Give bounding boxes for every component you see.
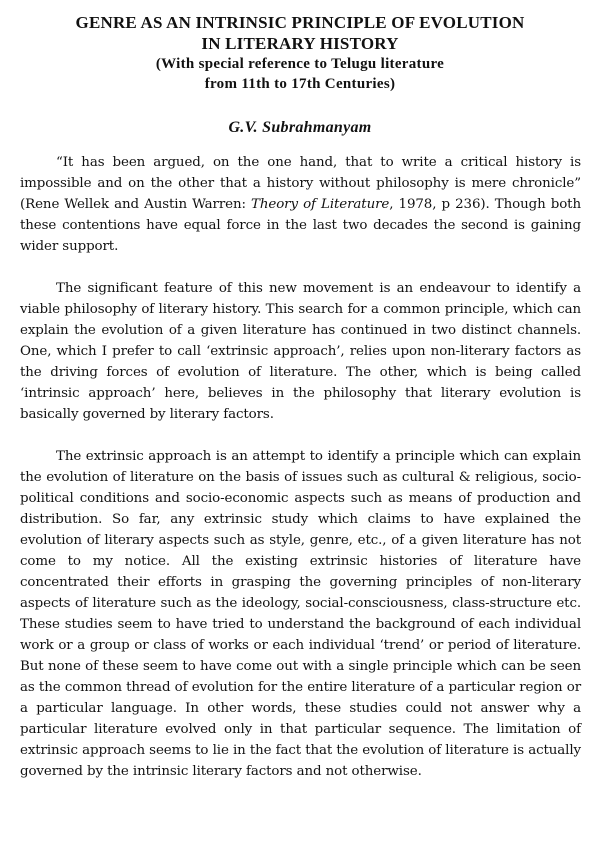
paragraph-2: The significant feature of this new movement is an endeavour to identify a viable philosophy of literary history. This search for a common principle, which can explain the evolution of a given literature has continued in two distinct channels. One, which I prefer to call ‘extrinsic approach’, relies upon non-literary factors as the driving forces of evolution of literature. The other, which is being called ‘intrinsic approach’ here, believes in the philosophy that literary evolution is basically governed by literary factors. xyxy=(20,281,581,422)
paragraph-1 xyxy=(20,152,581,257)
subtitle-line-1: (With special reference to Telugu literature xyxy=(155,56,445,72)
paragraph-3: The extrinsic approach is an attempt to identify a principle which can explain the evolution of literature on the basis of issues such as cultural & religious, socio-political conditions and socio-economic aspects such as means of production and distribution. So far, any extrinsic study which claims to have explained the evolution of literary aspects such as style, genre, etc., of a given literature has not come to my notice. All the existing extrinsic histories of literature have concentrated their efforts in grasping the governing principles of non-literary aspects of literature such as the ideology, social-consciousness, class-structure etc. These studies seem to have tried to understand the background of each individual work or a group or class of works or each individual ‘trend’ or period of literature. But none of these seem to have come out with a single principle which can be seen as the common thread of evolution for the entire literature of a particular region or a particular language. In other words, these studies could not answer why a particular literature evolved only in that particular sequence. The limitation of extrinsic approach seems to lie in the fact that the evolution of literature is actually governed by the intrinsic literary factors and not otherwise. xyxy=(20,449,581,779)
paragraph-1-text-before: “It has been argued, on the one hand, that to write a critical history is impossible and on the other that a history without philosophy is mere chronicle” (Rene Wellek and Austin Warren: xyxy=(20,155,581,212)
author-name: G.V. Subrahmanyam xyxy=(228,119,372,136)
paragraph-1-text-after: , 1978, p 236). Though both these contentions have equal force in the last two decades the second is gaining wider support. xyxy=(20,197,581,254)
paragraph-1-book-title: Theory of Literature xyxy=(251,197,390,212)
title-line-2: IN LITERARY HISTORY xyxy=(201,34,399,53)
subtitle-line-2: from 11th to 17th Centuries) xyxy=(204,76,396,92)
title-block xyxy=(20,12,580,94)
article-body xyxy=(20,152,581,782)
title-line-1: GENRE AS AN INTRINSIC PRINCIPLE OF EVOLUTION xyxy=(75,13,525,32)
